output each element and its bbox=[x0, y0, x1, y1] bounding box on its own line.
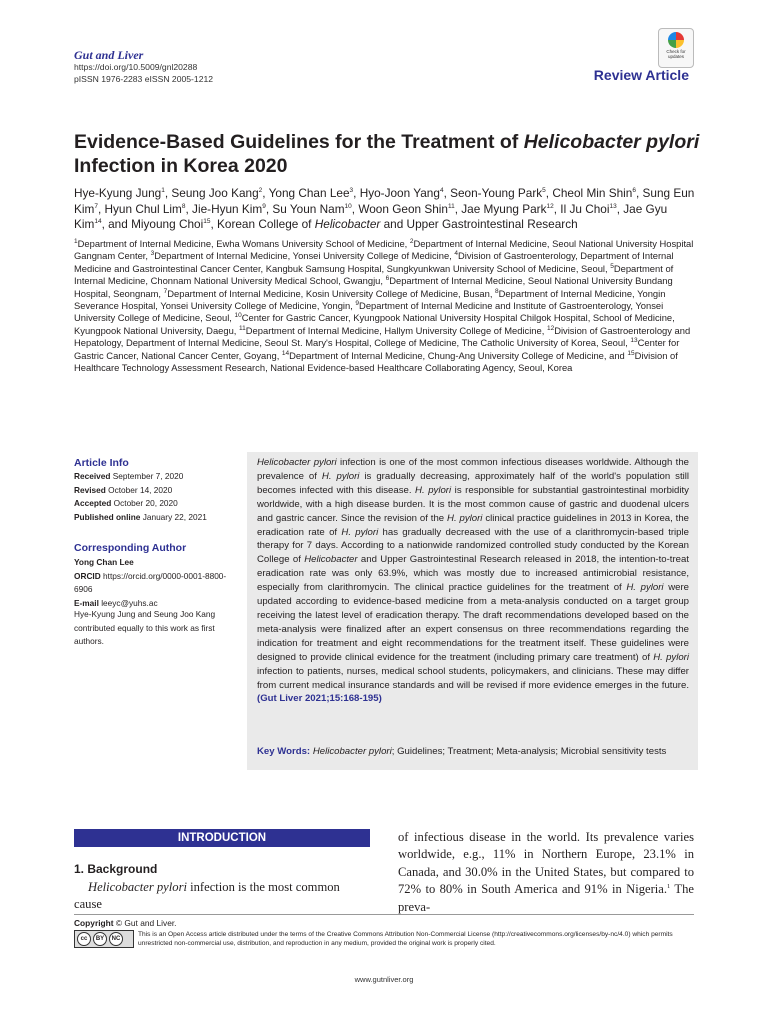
section-heading: 1. Background bbox=[74, 862, 158, 876]
doi[interactable]: https://doi.org/10.5009/gnl20288 bbox=[74, 62, 198, 72]
check-for-updates-badge[interactable]: Check for updates bbox=[658, 28, 694, 68]
footer-url[interactable]: www.gutnliver.org bbox=[354, 975, 414, 984]
affiliations: $^1$Department of Internal Medicine, Ewha Womans University School of Medicine, $^2$Department of Internal Medicine, Seoul National University Hospital Gangnam Center, $^3$Department of Internal Medicine, Yonsei University College of Medicine, $^4$Division of Gastroenterology, Department of Internal Medicine and Gastrointestinal Cancer Center, Kangbuk Samsung Hospital, Sungkyunkwan University School of Medicine, Seoul, $^5$Department of Internal Medicine, Chonnam National University Medical School, Gwangju, $^6$Department of Internal Medicine, Seoul National University Bundang Hospital, Seongnam, $^7$Department of Internal Medicine, Kosin University College of Medicine, Busan, $^8$Department of Internal Medicine, Yongin Severance Hospital, Yonsei University College of Medicine, Yongin, $^9$Department of Internal Medicine and Institute of Gastroenterology, Yonsei University College of Medicine, Seoul, $^{10}$Center for Gastric Cancer, Kyungpook National University Hospital Chilgok Hospital, School of Medicine, Kyungpook National University, Daegu, $^{11}$Department of Internal Medicine, Hallym University College of Medicine, $^{12}$Division of Gastroenterology and Hepatology, Department of Internal Medicine, Seoul St. Mary's Hospital, College of Medicine, The Catholic University of Korea, Seoul, $^{13}$Center for Gastric Cancer, National Cancer Center, Goyang, $^{14}$Department of Internal Medicine, Chung-Ang University College of Medicine, and $^{15}$Division of Healthcare Technology Assessment Research, National Evidence-based Healthcare Collaborating Agency, Seoul, Korea bbox=[74, 237, 694, 374]
body-text-right: of infectious disease in the world. Its prevalence varies worldwide, e.g., 11% in Northern Europe, 23.1% in Canada, and 30.0% in the United States, but compared to 72% to 80% in South America and 91% in Nigeria.$^1$ The preva- bbox=[398, 830, 694, 914]
footer-divider bbox=[74, 914, 694, 915]
issn: pISSN 1976-2283 eISSN 2005-1212 bbox=[74, 74, 214, 84]
body-text-left: Helicobacter pylori infection is the most common cause bbox=[74, 880, 340, 912]
article-type: Review Article bbox=[593, 67, 689, 83]
check-updates-icon bbox=[668, 32, 684, 48]
corresponding-author-heading: Corresponding Author bbox=[74, 542, 187, 554]
page-title: Evidence-Based Guidelines for the Treatment of Helicobacter pylori Infection in Korea 2020 bbox=[74, 131, 700, 177]
abstract-text: Helicobacter pylori infection is one of the most common infectious diseases worldwide. Although the prevalence of H. pylori is gradually decreasing, approximately half of the world's population still becomes infected with this disease. H. pylori is responsible for substantial gastrointestinal morbidity worldwide, with a high disease burden. It is the most common cause of gastric and duodenal ulcers and gastric cancer. Since the revision of the H. pylori clinical practice guidelines in 2013 in Korea, the eradication rate of H. pylori has gradually decreased with the use of a clarithromycin-based triple therapy for 7 days. According to a nationwide randomized controlled study conducted by the Korean College of Helicobacter and Upper Gastrointestinal Research released in 2018, the intention-to-treat eradication rate was only 63.9%, which was mostly due to increased antimicrobial resistance, especially from clarithromycin. The clinical practice guidelines for the treatment of H. pylori were updated according to evidence-based medicine from a meta-analysis conducted on a target group receiving the latest level of eradication therapy. The draft recommendations developed based on the meta-analysis were finalized after an expert consensus on three recommendations regarding the indication for treatment and eight recommendations for the treatment itself. These guidelines were designed to provide clinical evidence for the treatment (including primary care treatment) of H. pylori infection to patients, nurses, medical school students, policymakers, and clinicians. These may differ from current medical insurance standards and will be revised if more evidence emerges in the future. (Gut Liver 2021;15:168-195) bbox=[257, 457, 690, 705]
article-info-heading: Article Info bbox=[74, 457, 129, 469]
contribution-note: Hye-Kyung Jung and Seung Joo Kang contributed equally to this work as first authors. bbox=[74, 609, 216, 647]
license-text: This is an Open Access article distributed under the terms of the Creative Commons Attribution Non-Commercial License (http://creativecommons.org/licenses/by-nc/4.0) which permits unrestricted non-commercial use, distribution, and reproduction in any medium, provided the original work is properly cited. bbox=[138, 931, 673, 947]
copyright: Copyright © Gut and Liver. bbox=[74, 918, 177, 928]
author-list: Hye-Kyung Jung$^1$, Seung Joo Kang$^2$, Yong Chan Lee$^3$, Hyo-Joon Yang$^4$, Seon-Young Park$^5$, Cheol Min Shin$^6$, Sung Eun Kim$^7$, Hyun Chul Lim$^8$, Jie-Hyun Kim$^9$, Su Youn Nam$^{10}$, Woon Geon Shin$^{11}$, Jae Myung Park$^{12}$, Il Ju Choi$^{13}$, Jae Gyu Kim$^{14}$, and Miyoung Choi$^{15}$, Korean College of Helicobacter and Upper Gastrointestinal Research bbox=[74, 186, 695, 231]
cc-license-icon[interactable]: cc BY NC bbox=[74, 930, 134, 948]
introduction-heading: INTRODUCTION bbox=[74, 829, 370, 847]
journal-name: Gut and Liver bbox=[74, 48, 144, 62]
corresponding-author-details: Yong Chan Lee ORCID https://orcid.org/0000-0001-8800-6906 E-mail leeyc@yuhs.ac bbox=[74, 557, 227, 608]
keywords: Key Words: Helicobacter pylori; Guidelines; Treatment; Meta-analysis; Microbial sensitivity tests bbox=[257, 746, 667, 757]
article-info-dates: Received September 7, 2020 Revised October 14, 2020 Accepted October 20, 2020 Published online January 22, 2021 bbox=[74, 471, 207, 522]
